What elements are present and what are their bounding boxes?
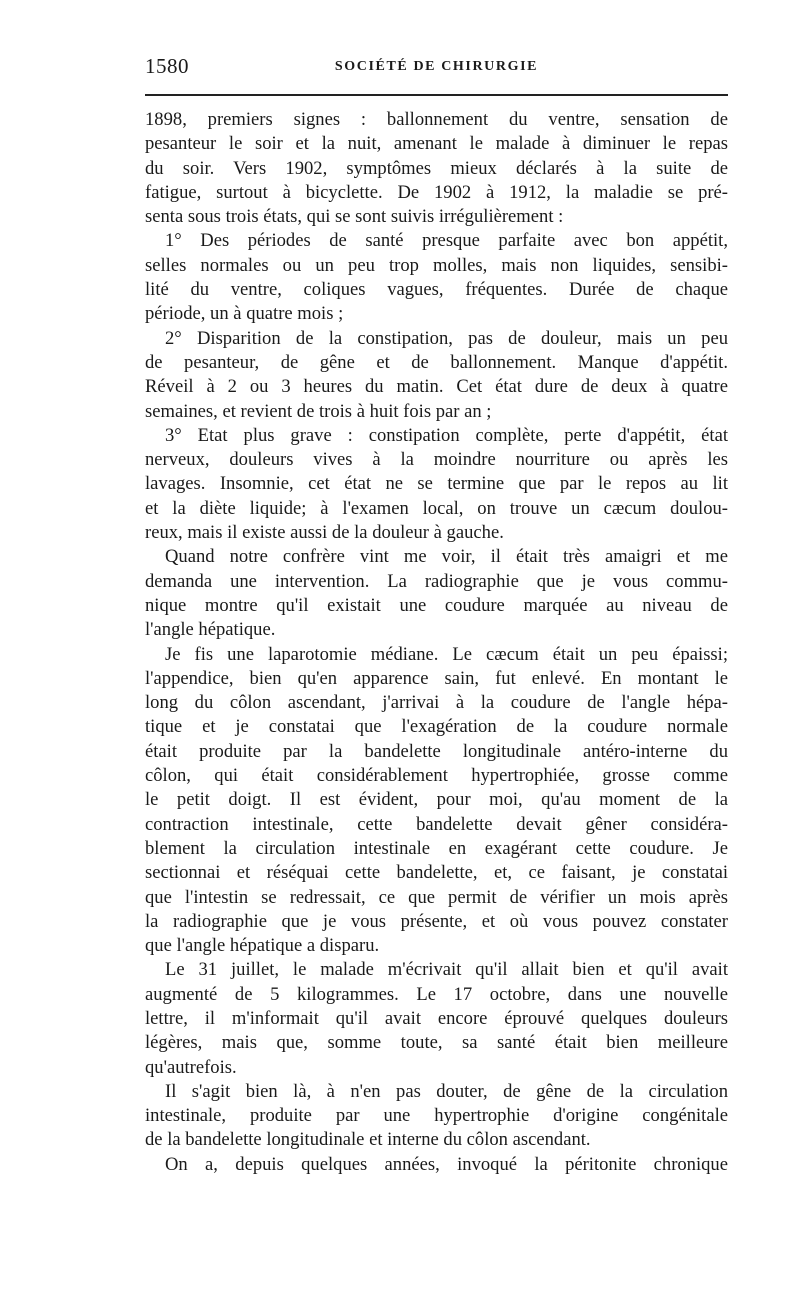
text-line: 1898, premiers signes : ballonnement du ventre, sensation de xyxy=(145,109,728,130)
text-line: 3° Etat plus grave : constipation complète, perte d'appétit, état xyxy=(165,424,728,446)
paragraph xyxy=(145,545,728,642)
paragraph xyxy=(145,424,728,545)
text-line: fatigue, surtout à bicyclette. De 1902 à 1912, la maladie se pré- xyxy=(145,181,728,203)
paragraph xyxy=(145,958,728,1079)
text-line: demanda une intervention. La radiographie que je vous commu- xyxy=(145,570,728,592)
paragraph xyxy=(145,1153,728,1177)
paragraph xyxy=(145,1080,728,1153)
text-line: nerveux, douleurs vives à la moindre nourriture ou après les xyxy=(145,449,728,471)
text-line: qu'autrefois. xyxy=(145,1056,237,1078)
text-line: la radiographie que je vous présente, et où vous pouvez constater xyxy=(145,910,728,932)
text-line: contraction intestinale, cette bandelette devait gêner considéra- xyxy=(145,813,728,835)
text-line: était produite par la bandelette longitudinale antéro-interne du xyxy=(145,740,728,762)
text-line: 2° Disparition de la constipation, pas de douleur, mais un peu xyxy=(165,327,728,349)
text-line: période, un à quatre mois ; xyxy=(145,303,344,325)
text-line: long du côlon ascendant, j'arrivai à la coudure de l'angle hépa- xyxy=(145,692,728,714)
text-line: Réveil à 2 ou 3 heures du matin. Cet état dure de deux à quatre xyxy=(145,376,728,398)
text-line: sectionnai et réséquai cette bandelette, et, ce faisant, je constatai xyxy=(145,862,728,884)
text-line: pesanteur le soir et la nuit, amenant le malade à diminuer le repas xyxy=(145,133,728,155)
header-rule xyxy=(145,94,728,96)
text-line: augmenté de 5 kilogrammes. Le 17 octobre, dans une nouvelle xyxy=(145,983,728,1005)
text-line: légères, mais que, somme toute, sa santé était bien meilleure xyxy=(145,1032,728,1054)
text-line: 1° Des périodes de santé presque parfaite avec bon appétit, xyxy=(165,230,728,252)
text-line: du soir. Vers 1902, symptômes mieux déclarés à la suite de xyxy=(145,157,728,179)
paragraph xyxy=(145,108,728,229)
text-line: selles normales ou un peu trop molles, mais non liquides, sensibi- xyxy=(145,254,728,276)
text-line: de la bandelette longitudinale et interne du côlon ascendant. xyxy=(145,1129,591,1151)
text-line: Il s'agit bien là, à n'en pas douter, de gêne de la circulation xyxy=(165,1080,728,1102)
text-line: nique montre qu'il existait une coudure marquée au niveau de xyxy=(145,594,728,616)
text-line: intestinale, produite par une hypertrophie d'origine congénitale xyxy=(145,1105,728,1127)
text-line: le petit doigt. Il est évident, pour moi, qu'au moment de la xyxy=(145,789,728,811)
text-line: Quand notre confrère vint me voir, il était très amaigri et me xyxy=(165,546,728,568)
text-line: semaines, et revient de trois à huit fois par an ; xyxy=(145,400,492,422)
text-line: On a, depuis quelques années, invoqué la péritonite chronique xyxy=(165,1153,728,1175)
text-line: Le 31 juillet, le malade m'écrivait qu'il allait bien et qu'il avait xyxy=(165,959,728,981)
paragraph xyxy=(145,643,728,959)
text-line: lité du ventre, coliques vagues, fréquentes. Durée de chaque xyxy=(145,279,728,301)
text-line: Je fis une laparotomie médiane. Le cæcum était un peu épaissi; xyxy=(165,643,728,665)
text-line: senta sous trois états, qui se sont suivis irrégulièrement : xyxy=(145,206,564,228)
text-line: que l'angle hépatique a disparu. xyxy=(145,935,380,957)
page-header xyxy=(145,54,728,84)
running-title: SOCIÉTÉ DE CHIRURGIE xyxy=(334,59,539,74)
page-number: 1580 xyxy=(145,54,189,78)
text-line: l'angle hépatique. xyxy=(145,619,276,641)
text-line: tique et je constatai que l'exagération de la coudure normale xyxy=(145,716,728,738)
paragraph xyxy=(145,229,728,326)
text-line: de pesanteur, de gêne et de ballonnement. Manque d'appétit. xyxy=(145,351,728,373)
text-line: blement la circulation intestinale en exagérant cette coudure. Je xyxy=(145,837,728,859)
text-line: côlon, qui était considérablement hypertrophiée, grosse comme xyxy=(145,765,728,787)
text-line: l'appendice, bien qu'en apparence sain, fut enlevé. En montant le xyxy=(145,667,728,689)
text-line: reux, mais il existe aussi de la douleur à gauche. xyxy=(145,522,504,544)
text-line: lavages. Insomnie, cet état ne se termine que par le repos au lit xyxy=(145,473,728,495)
paragraph xyxy=(145,327,728,424)
text-line: et la diète liquide; à l'examen local, on trouve un cæcum doulou- xyxy=(145,497,728,519)
body-text xyxy=(145,108,728,1177)
text-line: lettre, il m'informait qu'il avait encore éprouvé quelques douleurs xyxy=(145,1007,728,1029)
text-line: que l'intestin se redressait, ce que permit de vérifier un mois après xyxy=(145,886,728,908)
